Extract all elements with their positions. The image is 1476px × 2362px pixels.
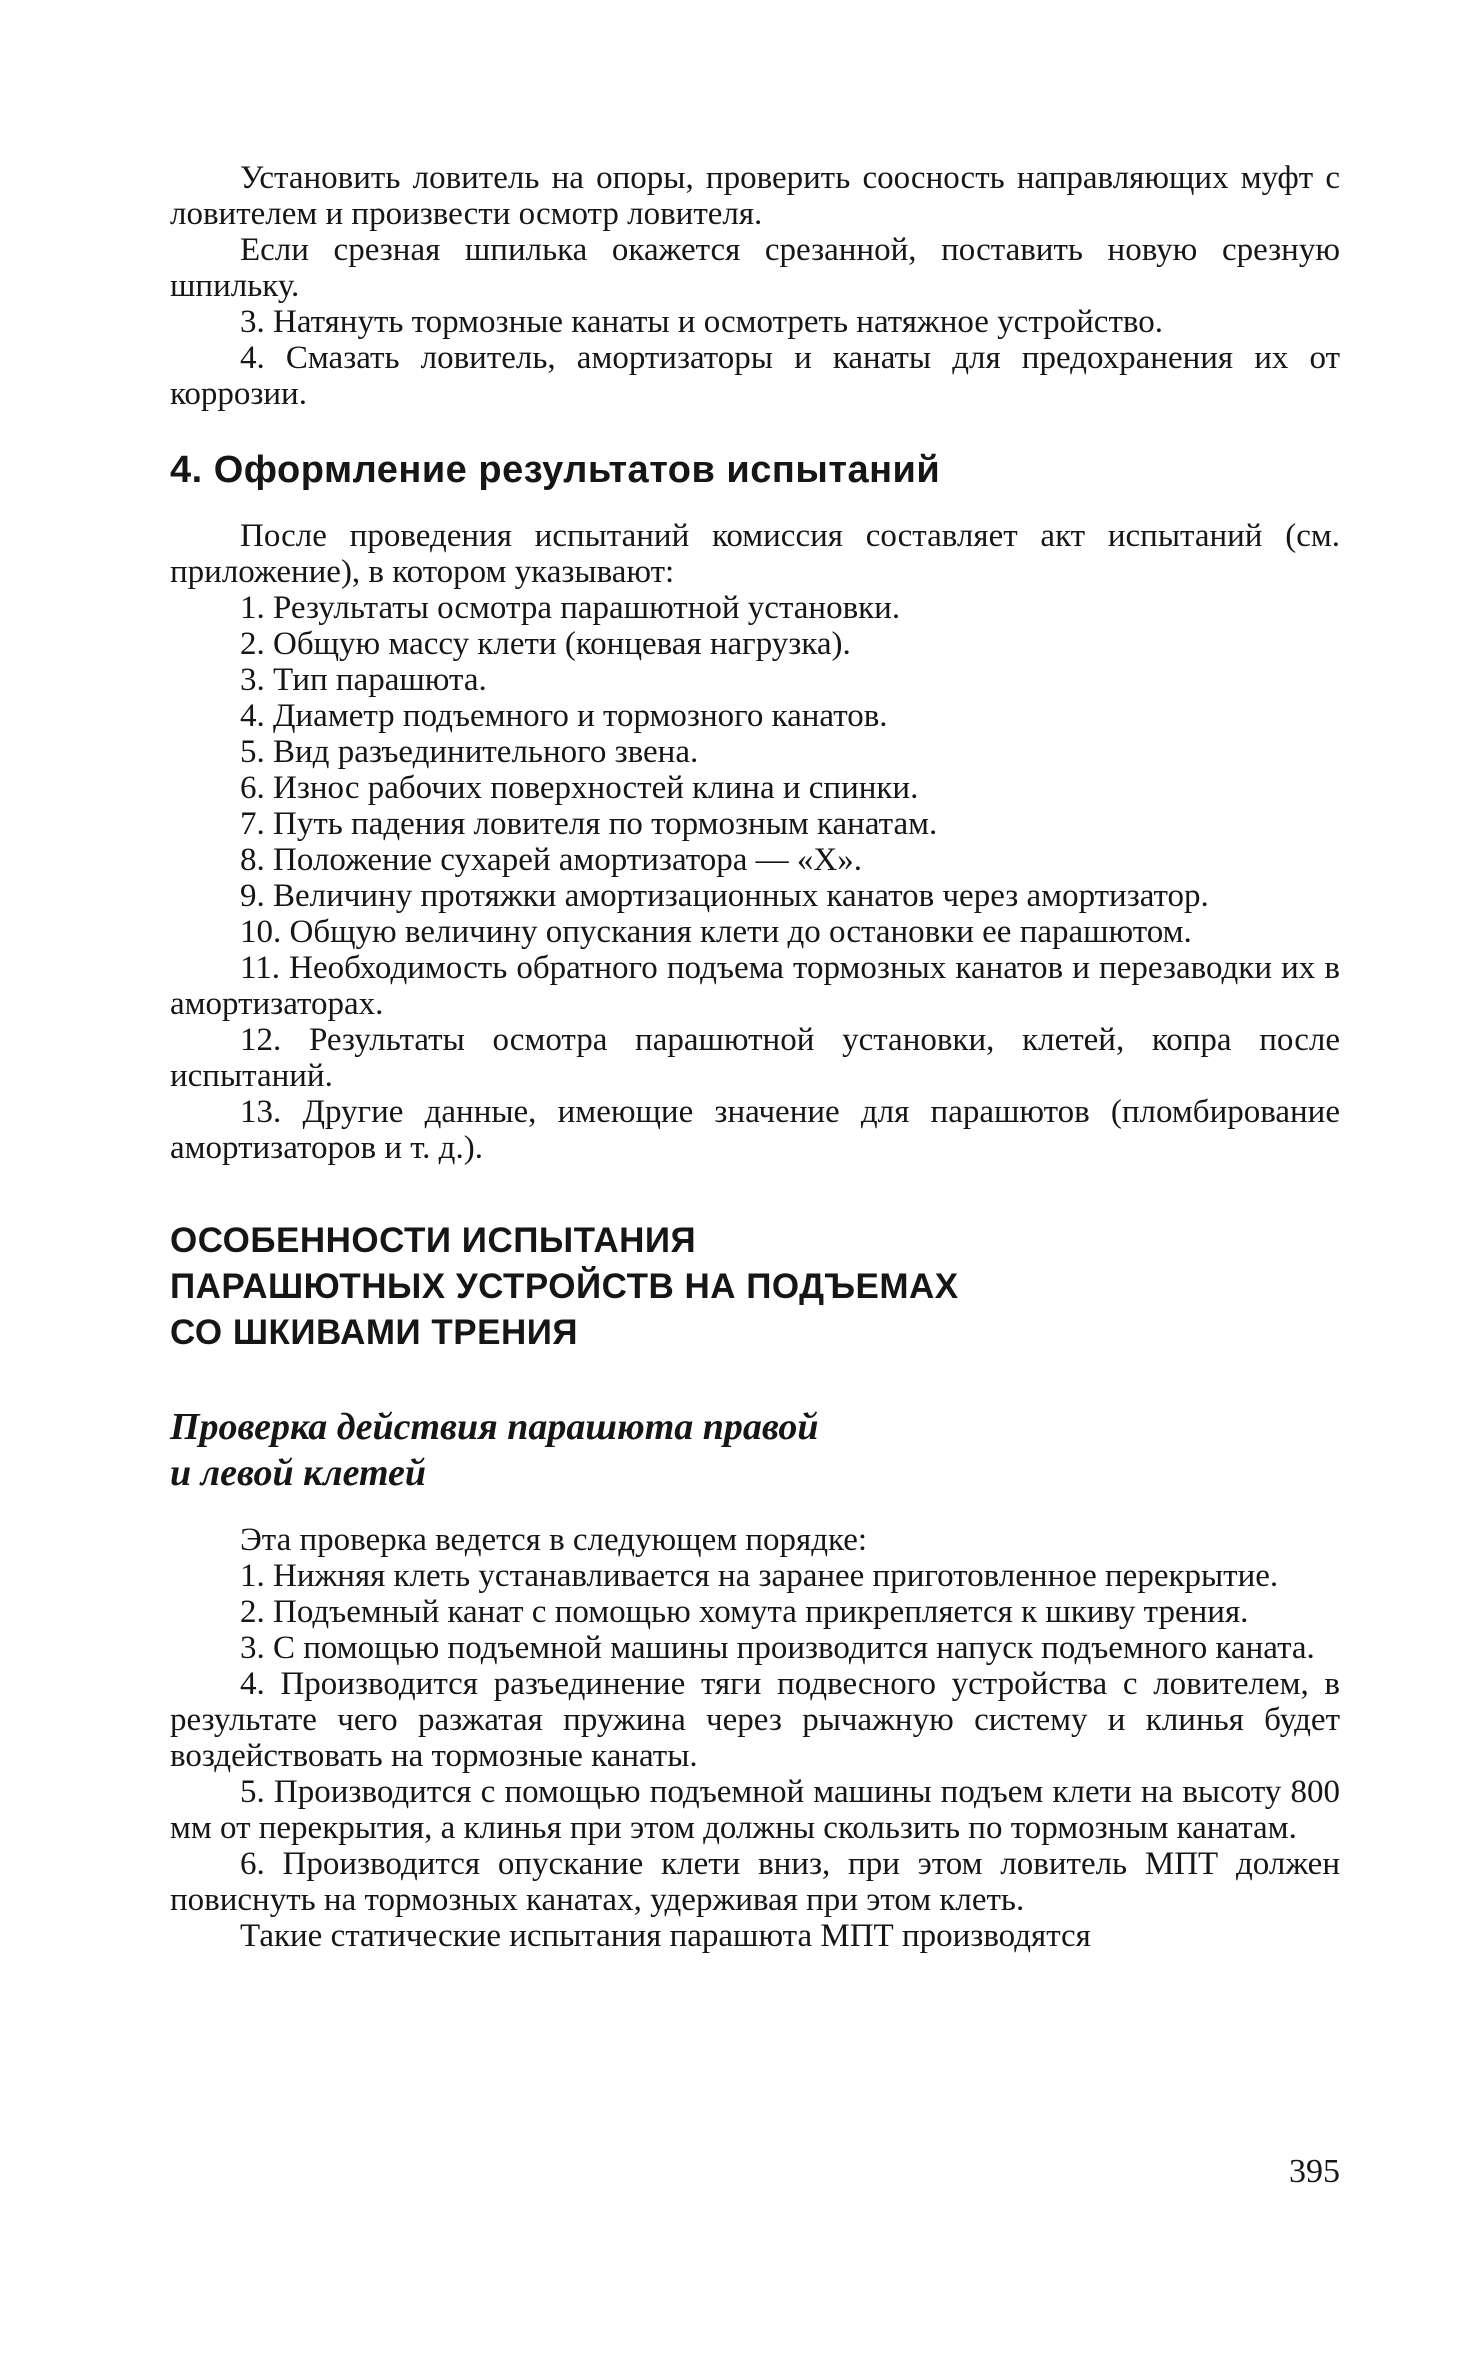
- list-item: 1. Нижняя клеть устанавливается на заранее приготовленное перекрытие.: [240, 1558, 1279, 1594]
- list-item: 9. Величину протяжки амортизационных канатов через амортизатор.: [240, 878, 1209, 914]
- paragraph: Эта проверка ведется в следующем порядке:: [240, 1522, 868, 1558]
- chapter-title: [170, 1218, 1340, 1356]
- list-item: 4. Производится разъединение тяги подвесного устройства с ловителем, в результате чего разжатая пружина через рычажную систему и клинья будет воздействовать на тормозные канаты.: [170, 1666, 1340, 1774]
- list-item: 10. Общую величину опускания клети до остановки ее парашютом.: [240, 914, 1192, 950]
- list-item: 3. Тип парашюта.: [240, 662, 487, 698]
- intro-block: [170, 160, 1340, 412]
- subsection-title-line: Проверка действия парашюта правой: [170, 1406, 819, 1448]
- list-item: 12. Результаты осмотра парашютной установки, клетей, копра после испытаний.: [170, 1022, 1340, 1094]
- list-item: 5. Вид разъединительного звена.: [240, 734, 699, 770]
- list-item: 13. Другие данные, имеющие значение для парашютов (пломбирование амортизаторов и т. д.).: [170, 1094, 1340, 1166]
- book-page: [170, 160, 1340, 1954]
- list-item: 1. Результаты осмотра парашютной установки.: [240, 590, 901, 626]
- paragraph: Если срезная шпилька окажется срезанной, поставить новую срезную шпильку.: [170, 232, 1340, 304]
- section-heading: 4. Оформление результатов испытаний: [170, 449, 941, 491]
- list-item: 4. Диаметр подъемного и тормозного канатов.: [240, 698, 888, 734]
- list-item: 8. Положение сухарей амортизатора — «Х».: [240, 842, 862, 878]
- list-item: 2. Подъемный канат с помощью хомута прикрепляется к шкиву трения.: [240, 1594, 1249, 1630]
- list-item: 5. Производится с помощью подъемной машины подъем клети на высоту 800 мм от перекрытия, а клинья при этом должны скользить по тормозным канатам.: [170, 1774, 1340, 1846]
- list-item: 6. Производится опускание клети вниз, при этом ловитель МПТ должен повиснуть на тормозных канатах, удерживая при этом клеть.: [170, 1846, 1340, 1918]
- subsection-body: [170, 1522, 1340, 1954]
- section-4-body: [170, 518, 1340, 1166]
- paragraph: 3. Натянуть тормозные канаты и осмотреть натяжное устройство.: [240, 304, 1163, 340]
- chapter-title-line: СО ШКИВАМИ ТРЕНИЯ: [170, 1313, 579, 1352]
- paragraph: Установить ловитель на опоры, проверить соосность направляющих муфт с ловителем и произвести осмотр ловителя.: [170, 160, 1340, 232]
- list-item: 6. Износ рабочих поверхностей клина и спинки.: [240, 770, 919, 806]
- list-item: 3. С помощью подъемной машины производится напуск подъемного каната.: [240, 1630, 1315, 1666]
- paragraph: 4. Смазать ловитель, амортизаторы и канаты для предохранения их от коррозии.: [170, 340, 1340, 412]
- subsection-title-line: и левой клетей: [170, 1452, 427, 1494]
- page-number: 395: [1289, 2153, 1340, 2190]
- subsection-title: [170, 1404, 1340, 1496]
- list-item: 2. Общую массу клети (концевая нагрузка).: [240, 626, 851, 662]
- chapter-title-line: ПАРАШЮТНЫХ УСТРОЙСТВ НА ПОДЪЕМАХ: [170, 1267, 959, 1306]
- list-item: 11. Необходимость обратного подъема тормозных канатов и перезаводки их в амортизаторах.: [170, 950, 1340, 1022]
- paragraph: Такие статические испытания парашюта МПТ производятся: [240, 1918, 1091, 1954]
- list-item: 7. Путь падения ловителя по тормозным канатам.: [240, 806, 938, 842]
- paragraph: После проведения испытаний комиссия составляет акт испытаний (см. приложение), в котором указывают:: [170, 518, 1340, 590]
- chapter-title-line: ОСОБЕННОСТИ ИСПЫТАНИЯ: [170, 1221, 697, 1260]
